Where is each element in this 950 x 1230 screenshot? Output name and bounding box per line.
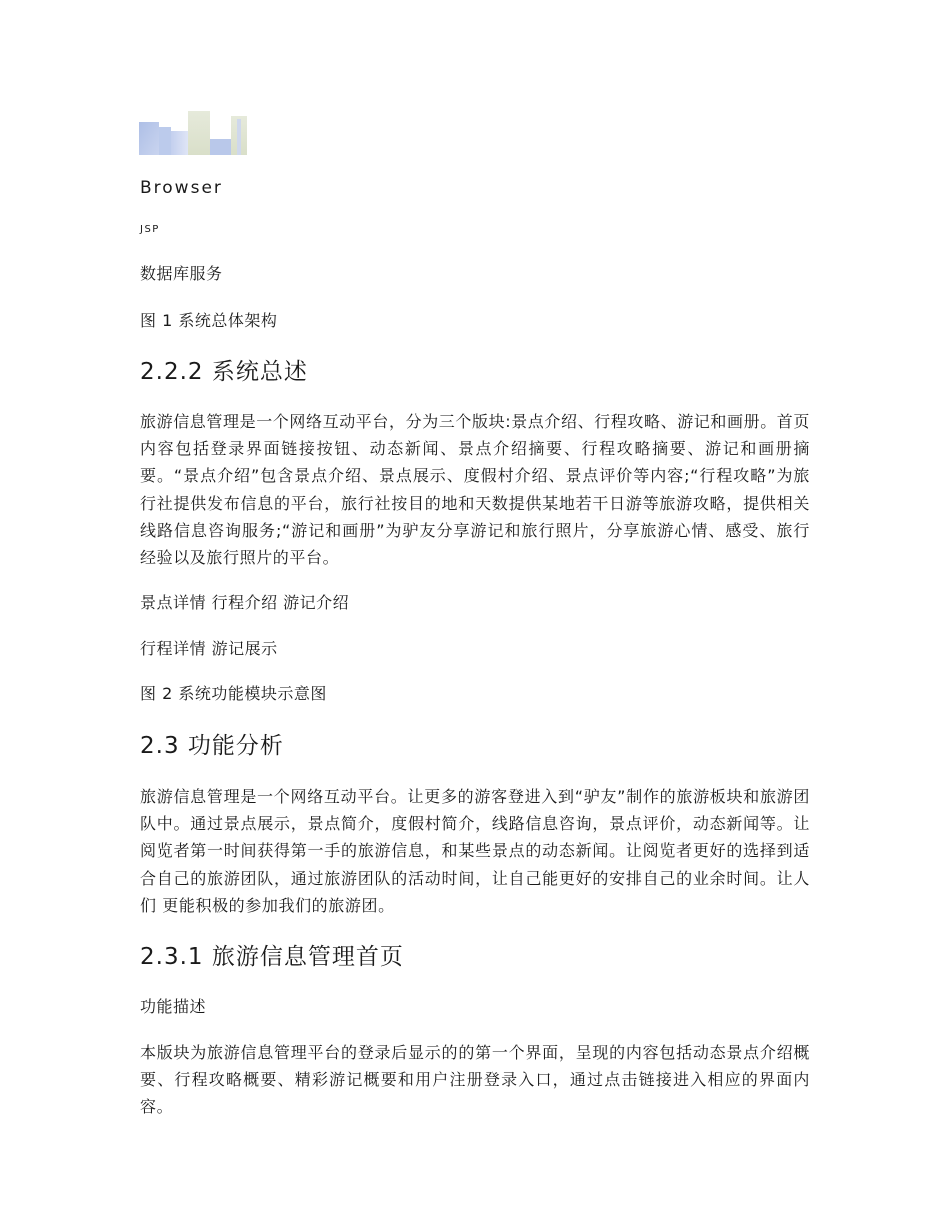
section-222-heading: 2.2.2 系统总述 xyxy=(140,359,308,385)
section-231-heading: 2.3.1 旅游信息管理首页 xyxy=(140,944,404,970)
section-23-paragraph: 旅游信息管理是一个网络互动平台。让更多的游客登进入到“驴友”制作的旅游板块和旅游团队中。通过景点展示，景点简介，度假村简介，线路信息咨询，景点评价，动态新闻等。让阅览者第一时间获得第一手的旅游信息，和某些景点的动态新闻。让阅览者更好的选择到适合自己的旅游团队，通过旅游团队的活动时间，让自己能更好的安排自己的业余时间。让人们 更能积极的参加我们的旅游团。 xyxy=(140,787,810,915)
section-231-paragraph: 本版块为旅游信息管理平台的登录后显示的的第一个界面，呈现的内容包括动态景点介绍概要、行程攻略概要、精彩游记概要和用户注册登录入口，通过点击链接进入相应的界面内容。 xyxy=(140,1043,810,1117)
section-231-subheading: 功能描述 xyxy=(140,997,207,1016)
architecture-figure-graphic xyxy=(139,111,247,155)
section-222-paragraph: 旅游信息管理是一个网络互动平台，分为三个版块:景点介绍、行程攻略、游记和画册。首页内容包括登录界面链接按钮、动态新闻、景点介绍摘要、行程攻略摘要、游记和画册摘要。“景点介绍”包含景点介绍、景点展示、度假村介绍、景点评价等内容;“行程攻略”为旅行社提供发布信息的平台，旅行社按目的地和天数提供某地若干日游等旅游攻略，提供相关线路信息咨询服务;“游记和画册”为驴友分享游记和旅行照片，分享旅游心情、感受、旅行经验以及旅行照片的平台。 xyxy=(140,412,810,568)
figure2-row1: 景点详情 行程介绍 游记介绍 xyxy=(140,593,350,612)
figure1-browser-label: Browser xyxy=(140,178,223,198)
figure2-row2: 行程详情 游记展示 xyxy=(140,639,278,658)
figure1-jsp-label: JSP xyxy=(140,224,160,235)
section-23-heading: 2.3 功能分析 xyxy=(140,733,284,759)
figure1-db-label: 数据库服务 xyxy=(140,264,223,283)
figure1-caption: 图 1 系统总体架构 xyxy=(140,311,278,330)
figure2-caption: 图 2 系统功能模块示意图 xyxy=(140,684,327,703)
